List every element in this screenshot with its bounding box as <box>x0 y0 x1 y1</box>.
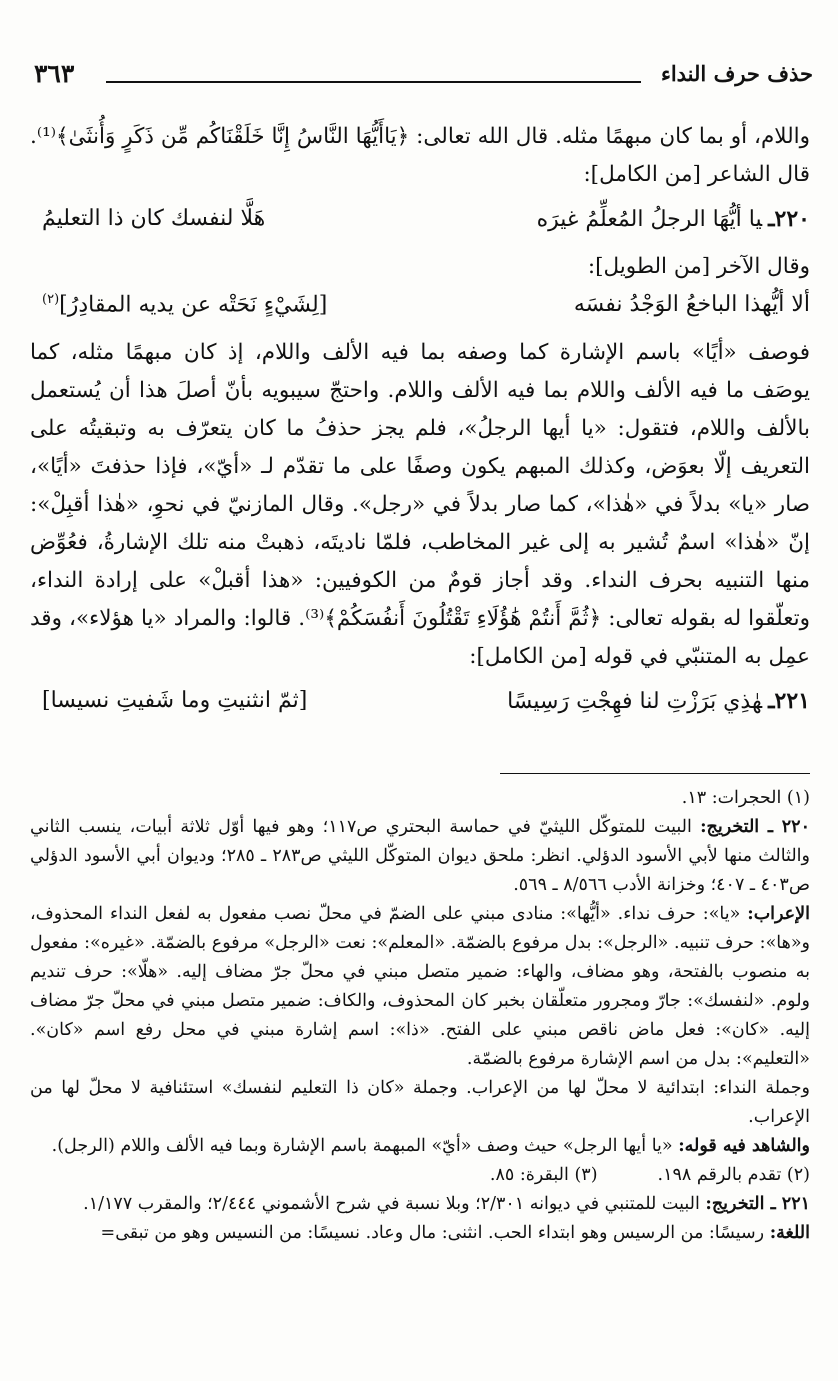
footnote-3: (٣) البقرة: ٨٥. <box>489 1165 598 1185</box>
jumla-220: وجملة النداء: ابتدائية لا محلّ لها من الإعراب. وجملة «كان ذا التعليم لنفسك» استئنافية لا محلّ لها من الإعراب. <box>30 1078 810 1127</box>
takhrij-label: ٢٢٠ ـ التخريج: <box>700 817 810 837</box>
verse-unnumbered <box>30 288 810 334</box>
verse-number: ٢٢١ـ <box>768 688 810 714</box>
footnote-separator <box>500 773 810 774</box>
verse-220 <box>30 202 810 248</box>
verse-hemistich-1: يا أيُّهَا الرجلُ المُعلِّمُ غيرَه <box>536 207 763 232</box>
irab-220: الإعراب: «يا»: حرف نداء. «أيُّها»: منادى مبني على الضمّ في محلّ نصب مفعول به لفعل النداء المحذوف، و«ها»: حرف تنبيه. «الرجل»: بدل مرفوع بالضمّة. «المعلم»: نعت «الرجل» مرفوع بالضمّة. «غيره»: مفعول به منصوب بالفتحة، وهو مضاف، والهاء: ضمير متصل مبني في محلّ جرّ مضاف إليه. «هلّا»: حرف تنديم ولوم. «لنفسك»: جارّ ومجرور متعلّقان بخبر كان المحذوف، والكاف: ضمير متصل مبني في محلّ جرّ مضاف إليه. «كان»: فعل ماض ناقص مبني على الفتح. «ذا»: اسم إشارة مبني في محل رفع اسم «كان». «التعليم»: بدل من اسم الإشارة مرفوع بالضمّة. <box>30 904 810 1069</box>
page-header <box>28 55 813 95</box>
lugha-label: اللغة: <box>769 1223 810 1243</box>
takhrij-label: ٢٢١ ـ التخريج: <box>705 1194 810 1214</box>
footnote-2: (٢) تقدم بالرقم ١٩٨. <box>657 1165 810 1185</box>
verse-intro: وقال الآخر [من الطويل]: <box>587 254 810 279</box>
footnotes <box>30 784 810 1248</box>
irab-label: الإعراب: <box>747 904 810 924</box>
takhrij-220: ٢٢٠ ـ التخريج: البيت للمتوكّل الليثيّ في حماسة البحتري ص١١٧؛ وهو فيها أوّل ثلاثة أبيات، ينسب الثاني والثالث منها لأبي الأسود الدؤلي. انظر: ملحق ديوان المتوكّل الليثي ص٢٨٣ ـ ٢٨٥؛ وديوان أبي الأسود الدؤلي ص٤٠٣ ـ ٤٠٧؛ وخزانة الأدب ٨/٥٦٦ ـ ٥٦٩. <box>30 817 810 895</box>
header-rule <box>106 81 641 83</box>
paragraph-1: واللام، أو بما كان مبهمًا مثله. قال الله تعالى: ﴿يَاأَيُّهَا النَّاسُ إِنَّا خَلَقْنَاكُم مِّن ذَكَرٍ وَأُنثَىٰ﴾⁽¹⁾. قال الشاعر [من الكامل]: <box>30 124 810 187</box>
lugha-221: اللغة: رسيسًا: من الرسيس وهو ابتداء الحب. انثنى: مال وعاد. نسيسًا: من النسيس وهو من تبقى= <box>100 1223 810 1243</box>
running-title: حذف حرف النداء <box>660 61 813 86</box>
main-text <box>30 118 810 730</box>
verse-hemistich-2: [ثمّ انثنيتِ وما شَفيتِ نسيسا] <box>42 688 308 713</box>
verse-221 <box>30 684 810 730</box>
footnote-ref: (٢) <box>42 292 60 307</box>
takhrij-221: ٢٢١ ـ التخريج: البيت للمتنبي في ديوانه ٢/٣٠١؛ وبلا نسبة في شرح الأشموني ٢/٤٤٤؛ والمقرب ١/١٧٧. <box>83 1194 810 1214</box>
paragraph-2: فوصف «أيًا» باسم الإشارة كما وصفه بما فيه الألف واللام، إذ كان مبهمًا مثله، كما يوصَف ما فيه الألف واللام بما فيه الألف واللام. واحتجّ سيبويه بأنّ أصلَ هذا أن يُستعمل بالألف واللام، فتقول: «يا أيها الرجلُ»، فلم يجز حذفُ ما كان يتعرّف به وتبقيتُه على التعريف إلّا بعوَض، وكذلك المبهم يكون وصفًا على ما تقدّم لـ «أيّ»، فإذا حذفتَ «أيًا»، صار «يا» بدلاً في «هٰذا»، كما صار بدلاً في «رجل». وقال المازنيّ في نحوِ، «هٰذا أقبِلْ»: إنّ «هٰذا» اسمٌ تُشير به إلى غير المخاطب، فلمّا ناديتَه، ذهبتْ منه تلك الإشارةُ، فعُوِّض منها التنبيه بحرف النداء. وقد أجاز قومٌ من الكوفيين: «هذا أقبلْ» على إرادة النداء، وتعلّقوا له بقوله تعالى: ﴿ثُمَّ أَنتُمْ هَٰؤُلَاءِ تَقْتُلُونَ أَنفُسَكُمْ﴾⁽³⁾. قالوا: والمراد «يا هؤلاء»، وقد عمِل به المتنبّي في قوله [من الكامل]: <box>30 340 810 669</box>
verse-hemistich-2: [لِشَيْءٍ نَحَتْه عن يديه المقادِرُ] <box>59 292 328 318</box>
verse-number: ٢٢٠ـ <box>768 206 810 232</box>
shahid-label: والشاهد فيه قوله: <box>678 1136 810 1156</box>
page-number: ٣٦٣ <box>34 59 75 88</box>
verse-hemistich-1: هٰذِي بَرَزْتِ لنا فهِجْتِ رَسِيسًا <box>507 689 763 714</box>
footnote-1: (١) الحجرات: ١٣. <box>681 788 810 808</box>
verse-hemistich-2: هَلَّا لنفسك كان ذا التعليمُ <box>42 206 266 231</box>
shahid-220: والشاهد فيه قوله: «يا أيها الرجل» حيث وصف «أيّ» المبهمة باسم الإشارة وبما فيه الألف واللام (الرجل). <box>51 1136 810 1156</box>
verse-hemistich-1: ألا أيُّهذا الباخعُ الوَجْدُ نفسَه <box>573 292 810 317</box>
